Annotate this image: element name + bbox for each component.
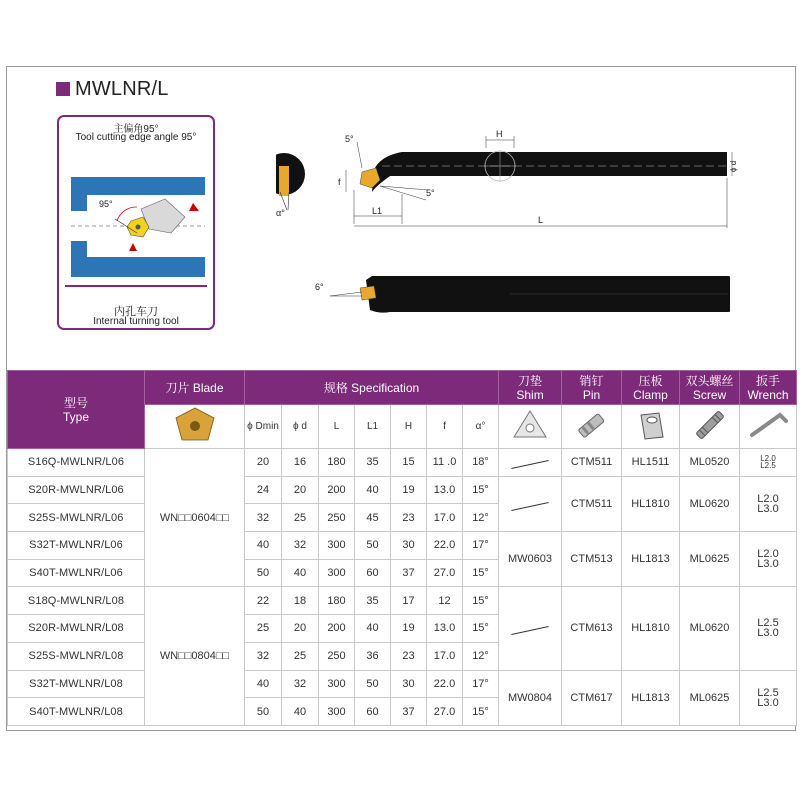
l-header: L <box>319 405 355 449</box>
shim-header-cn: 刀垫 <box>518 373 543 388</box>
table-row <box>8 449 797 477</box>
d-cell: 32 <box>282 670 319 698</box>
d-cell: 16 <box>282 449 319 477</box>
screw-header <box>680 371 740 405</box>
pin-header-en: Pin <box>582 387 601 402</box>
table-row <box>8 587 797 615</box>
f-label: f <box>338 177 341 187</box>
l1-cell: 50 <box>355 532 391 560</box>
alpha-cell: 12° <box>463 504 499 532</box>
wrench-cell <box>740 587 797 670</box>
six-deg-line <box>330 292 362 296</box>
type-cell: S32T-MWLNR/L08 <box>8 670 145 698</box>
type-header-en: Type <box>62 409 89 424</box>
l-cell: 180 <box>319 587 355 615</box>
screw-icon <box>690 407 730 443</box>
wrench-value-2: L3.0 <box>757 502 779 515</box>
f-cell: 17.0 <box>427 642 463 670</box>
clamp-header-en: Clamp <box>633 387 668 402</box>
type-cell: S40T-MWLNR/L08 <box>8 698 145 726</box>
wrench-header-cn: 扳手 <box>756 373 781 388</box>
h-cell: 30 <box>391 532 427 560</box>
wrench-value-1: L2.5 <box>757 617 779 630</box>
h-cell: 15 <box>391 449 427 477</box>
end-view-flat <box>262 153 276 195</box>
l1-cell: 36 <box>355 642 391 670</box>
d-cell: 18 <box>282 587 319 615</box>
shim-cell <box>499 449 562 477</box>
angle-label: 95° <box>99 199 113 209</box>
screw-header-en: Screw <box>692 387 727 402</box>
wrench-value-2: L3.0 <box>757 627 779 640</box>
internal-tool-en: Internal turning tool <box>93 316 179 327</box>
shim-header-en: Shim <box>516 387 544 402</box>
dmin-cell: 40 <box>245 670 282 698</box>
d-cell: 20 <box>282 476 319 504</box>
clamp-cell: HL1511 <box>622 449 680 477</box>
l-cell: 200 <box>319 615 355 643</box>
wrench-value-1: L2.0 <box>760 454 776 464</box>
f-cell: 13.0 <box>427 615 463 643</box>
pin-header-cn: 销钉 <box>579 373 604 388</box>
blade-image-cell <box>145 405 245 449</box>
f-cell: 27.0 <box>427 559 463 587</box>
d-cell: 20 <box>282 615 319 643</box>
alpha-label: α° <box>276 208 285 218</box>
l-cell: 200 <box>319 476 355 504</box>
dmin-cell: 20 <box>245 449 282 477</box>
type-cell: S20R-MWLNR/L08 <box>8 615 145 643</box>
title-marker <box>56 82 70 96</box>
type-cell: S32T-MWLNR/L06 <box>8 532 145 560</box>
alpha-cell: 15° <box>463 615 499 643</box>
shim-cell: MW0804 <box>499 670 562 725</box>
alpha-cell: 15° <box>463 698 499 726</box>
type-cell: S40T-MWLNR/L06 <box>8 559 145 587</box>
specification-table <box>7 370 797 726</box>
wrench-image-cell <box>740 405 797 449</box>
l1-label: L1 <box>372 206 383 216</box>
type-cell: S16Q-MWLNR/L06 <box>8 449 145 477</box>
l1-cell: 50 <box>355 670 391 698</box>
l1-cell: 45 <box>355 504 391 532</box>
type-cell: S18Q-MWLNR/L08 <box>8 587 145 615</box>
clamp-image-cell <box>622 405 680 449</box>
clamp-cell: HL1813 <box>622 532 680 587</box>
dmin-cell: 50 <box>245 559 282 587</box>
pin-icon <box>572 407 612 443</box>
blade-cell: WN□□0604□□ <box>145 449 245 587</box>
side-shank <box>366 276 730 313</box>
f-cell: 17.0 <box>427 504 463 532</box>
screw-cell: ML0625 <box>680 670 740 725</box>
boring-bar-side-drawing <box>310 270 730 330</box>
clamp-header-cn: 压板 <box>638 373 663 388</box>
l-cell: 300 <box>319 698 355 726</box>
five-deg-bot-label: 5° <box>426 188 435 198</box>
d-cell: 25 <box>282 504 319 532</box>
alpha-cell: 17° <box>463 532 499 560</box>
type-header-cn: 型号 <box>63 395 88 410</box>
wrench-value-2: L3.0 <box>757 696 779 709</box>
screw-cell: ML0625 <box>680 532 740 587</box>
dmin-header: ϕ Dmin <box>245 405 282 449</box>
dmin-cell: 40 <box>245 532 282 560</box>
l-cell: 300 <box>319 559 355 587</box>
pin-cell: CTM613 <box>562 587 622 670</box>
screw-cell: ML0620 <box>680 476 740 531</box>
type-header <box>8 371 145 449</box>
wrench-value-2: L2.5 <box>760 461 776 471</box>
h-cell: 37 <box>391 559 427 587</box>
h-cell: 23 <box>391 642 427 670</box>
shim-cell <box>499 476 562 531</box>
cutting-angle-cn: 主偏角95° <box>113 124 159 135</box>
alpha-cell: 12° <box>463 642 499 670</box>
pin-header <box>562 371 622 405</box>
blade-header: 刀片 Blade <box>145 371 245 405</box>
title-block <box>56 78 169 100</box>
d-label: ϕ d <box>729 160 738 172</box>
l1-cell: 35 <box>355 587 391 615</box>
dmin-cell: 50 <box>245 698 282 726</box>
l1-cell: 60 <box>355 698 391 726</box>
cutting-angle-drawing <box>71 177 205 277</box>
spec-header: 规格 Specification <box>245 371 499 405</box>
dash-mark <box>511 460 548 469</box>
six-deg-label: 6° <box>315 282 324 292</box>
internal-tool-cn: 内孔车刀 <box>114 306 158 318</box>
clamp-cell: HL1810 <box>622 587 680 670</box>
l-label: L <box>538 215 544 225</box>
dmin-cell: 32 <box>245 504 282 532</box>
dmin-cell: 25 <box>245 615 282 643</box>
clamp-header <box>622 371 680 405</box>
l-cell: 250 <box>319 504 355 532</box>
header-row-1 <box>8 371 797 405</box>
blade-cell: WN□□0804□□ <box>145 587 245 725</box>
dash-mark <box>511 502 548 511</box>
clamp-cell: HL1810 <box>622 476 680 531</box>
cutting-angle-en: Tool cutting edge angle 95° <box>75 132 197 143</box>
f-cell: 12 <box>427 587 463 615</box>
table-row <box>8 670 797 698</box>
wrench-cell <box>740 532 797 587</box>
dmin-cell: 24 <box>245 476 282 504</box>
d-cell: 40 <box>282 559 319 587</box>
d-cell: 32 <box>282 532 319 560</box>
l1-cell: 40 <box>355 615 391 643</box>
h-header: H <box>391 405 427 449</box>
f-header: f <box>427 405 463 449</box>
h-label: H <box>496 129 503 139</box>
dmin-cell: 32 <box>245 642 282 670</box>
clamp-cell: HL1813 <box>622 670 680 725</box>
alpha-cell: 18° <box>463 449 499 477</box>
insert-hole <box>136 225 141 230</box>
dmin-cell: 22 <box>245 587 282 615</box>
f-cell: 27.0 <box>427 698 463 726</box>
pin-cell: CTM511 <box>562 476 622 531</box>
box-divider <box>65 285 207 287</box>
wrench-cell <box>740 449 797 477</box>
five-deg-top-label: 5° <box>345 134 354 144</box>
f-cell: 22.0 <box>427 670 463 698</box>
boring-bar-drawing <box>262 128 742 240</box>
alpha-cell: 15° <box>463 559 499 587</box>
f-cell: 22.0 <box>427 532 463 560</box>
wrench-header <box>740 371 797 405</box>
page-title: MWLNR/L <box>75 77 169 100</box>
d-cell: 25 <box>282 642 319 670</box>
wrench-cell <box>740 476 797 531</box>
wrench-value-1: L2.5 <box>757 686 779 699</box>
shim-cell: MW0603 <box>499 532 562 587</box>
type-cell: S20R-MWLNR/L06 <box>8 476 145 504</box>
l1-header: L1 <box>355 405 391 449</box>
clamp-icon <box>631 407 671 443</box>
l1-cell: 35 <box>355 449 391 477</box>
d-cell: 40 <box>282 698 319 726</box>
l-cell: 300 <box>319 532 355 560</box>
pin-cell: CTM513 <box>562 532 622 587</box>
l-cell: 250 <box>319 642 355 670</box>
type-cell: S25S-MWLNR/L08 <box>8 642 145 670</box>
type-cell: S25S-MWLNR/L06 <box>8 504 145 532</box>
cutting-angle-box <box>57 115 215 330</box>
screw-cell: ML0620 <box>680 587 740 670</box>
h-cell: 37 <box>391 698 427 726</box>
alpha-header: α° <box>463 405 499 449</box>
wrench-header-en: Wrench <box>747 387 789 402</box>
pin-cell: CTM511 <box>562 449 622 477</box>
wrench-value-1: L2.0 <box>757 492 779 505</box>
l-cell: 300 <box>319 670 355 698</box>
pin-image-cell <box>562 405 622 449</box>
h-cell: 17 <box>391 587 427 615</box>
shim-image-cell <box>499 405 562 449</box>
screw-image-cell <box>680 405 740 449</box>
insert-blade-icon <box>172 406 218 444</box>
end-view-insert <box>279 166 289 196</box>
dash-mark <box>511 627 548 636</box>
shim-icon <box>510 407 550 443</box>
shim-header <box>499 371 562 405</box>
l1-cell: 40 <box>355 476 391 504</box>
f-cell: 11 .0 <box>427 449 463 477</box>
wrench-cell <box>740 670 797 725</box>
l-cell: 180 <box>319 449 355 477</box>
screw-header-cn: 双头螺丝 <box>685 373 734 388</box>
h-cell: 19 <box>391 476 427 504</box>
bar-shank <box>372 152 727 192</box>
h-cell: 30 <box>391 670 427 698</box>
table-row <box>8 532 797 560</box>
alpha-cell: 17° <box>463 670 499 698</box>
screw-cell: ML0520 <box>680 449 740 477</box>
h-cell: 19 <box>391 615 427 643</box>
wrench-icon <box>746 407 790 443</box>
pin-cell: CTM617 <box>562 670 622 725</box>
shim-cell <box>499 587 562 670</box>
f-cell: 13.0 <box>427 476 463 504</box>
table-row <box>8 476 797 504</box>
wrench-value-1: L2.0 <box>757 548 779 561</box>
five-deg-top-line <box>357 142 362 168</box>
h-cell: 23 <box>391 504 427 532</box>
l1-cell: 60 <box>355 559 391 587</box>
alpha-cell: 15° <box>463 476 499 504</box>
d-header: ϕ d <box>282 405 319 449</box>
wrench-value-2: L3.0 <box>757 558 779 571</box>
alpha-cell: 15° <box>463 587 499 615</box>
side-insert <box>360 286 376 300</box>
